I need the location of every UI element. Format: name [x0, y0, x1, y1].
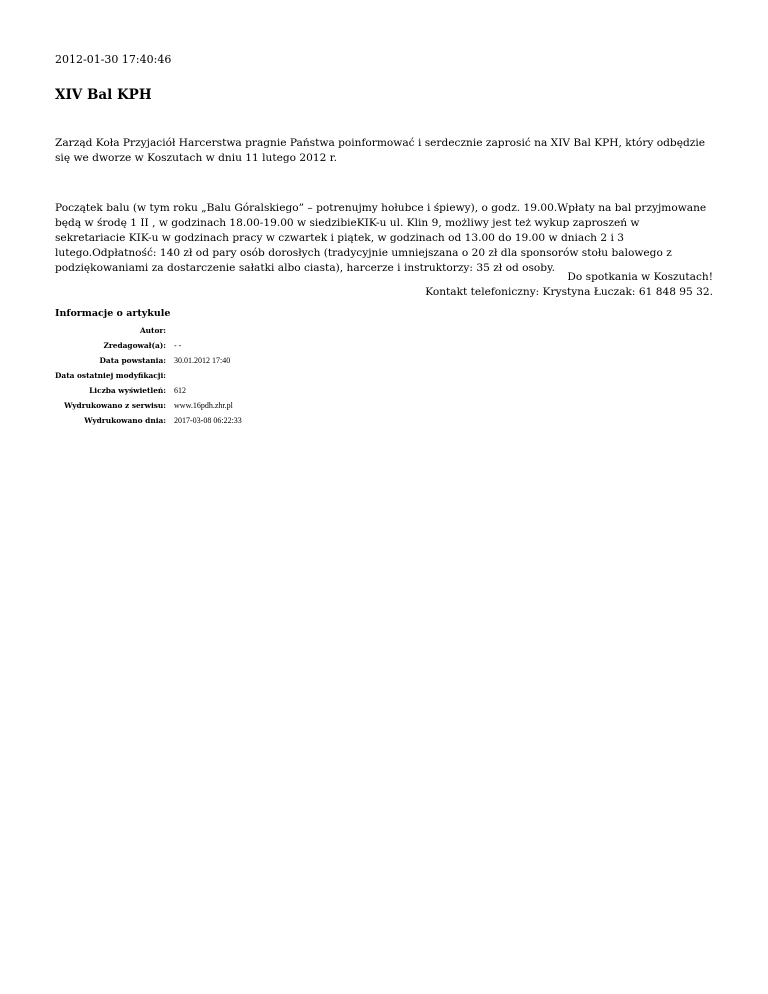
- info-value: www.16pdh.zhr.pl: [174, 401, 233, 410]
- info-label: Liczba wyświetleń:: [89, 386, 167, 395]
- info-value: [174, 368, 242, 383]
- info-row-author: [55, 323, 242, 338]
- info-value: [174, 323, 242, 338]
- info-label: Data powstania:: [99, 356, 167, 365]
- contact-phone: Kontakt telefoniczny: Krystyna Łuczak: 61 848 95 32.: [425, 286, 713, 298]
- info-value: 30.01.2012 17:40: [174, 356, 231, 365]
- info-value: 612: [174, 386, 187, 395]
- info-row-views: [55, 383, 242, 398]
- info-label: Wydrukowano dnia:: [84, 416, 167, 425]
- article-title: XIV Bal KPH: [55, 87, 152, 103]
- info-label: Data ostatniej modyfikacji:: [55, 371, 167, 380]
- info-row-modified: [55, 368, 242, 383]
- info-row-printed: [55, 413, 242, 428]
- article-details-paragraph: Początek balu (w tym roku „Balu Góralskiego” – potrenujmy hołubce i śpiewy), o godz. 19.00.Wpłaty na bal przyjmowane będą w środę 1 II , w godzinach 18.00-19.00 w siedzibieKIK-u ul. Klin 9, możliwy jest też wykup zaproszeń w sekretariacie KIK-u w godzinach pracy w czwartek i piątek, w godzinach od 13.00 do 19.00 w dniach 2 i 3 lutego.Odpłatność: 140 zł od pary osób dorosłych (tradycyjnie umniejszana o 20 zł dla sponsorów stołu balowego z podziękowaniami za dostarczenie sałatki albo ciasta), harcerze i instruktorzy: 35 zł od osoby.: [55, 202, 707, 274]
- article-closing: [55, 270, 713, 300]
- info-label: Zredagował(a):: [103, 341, 167, 350]
- print-timestamp: 2012-01-30 17:40:46: [55, 53, 172, 66]
- info-row-editor: [55, 338, 242, 353]
- article-info-heading: Informacje o artykule: [55, 308, 171, 319]
- closing-greeting: Do spotkania w Koszutach!: [567, 271, 713, 283]
- info-label: Wydrukowano z serwisu:: [64, 401, 167, 410]
- info-row-source: [55, 398, 242, 413]
- info-value: - -: [174, 341, 182, 350]
- article-info-table: [55, 323, 242, 428]
- info-row-created: [55, 353, 242, 368]
- info-value: 2017-03-08 06:22:33: [174, 416, 242, 425]
- info-label: Autor:: [139, 326, 167, 335]
- article-intro-paragraph: Zarząd Koła Przyjaciół Harcerstwa pragnie Państwa poinformować i serdecznie zaprosić na XIV Bal KPH, który odbędzie się we dworze w Koszutach w dniu 11 lutego 2012 r.: [55, 137, 705, 164]
